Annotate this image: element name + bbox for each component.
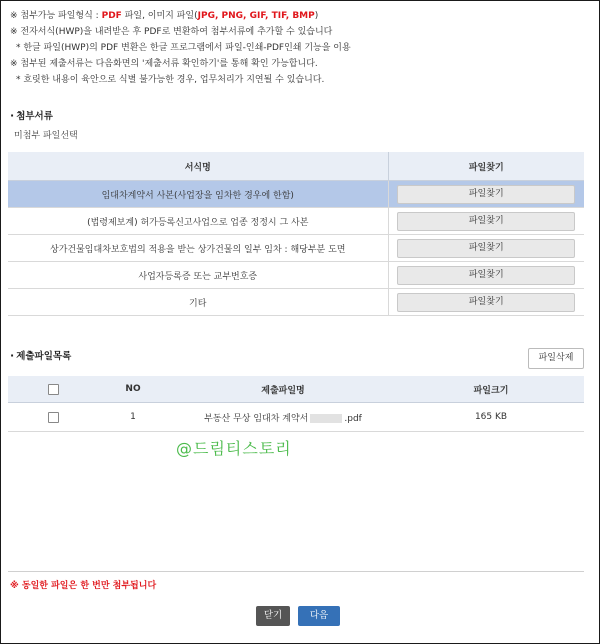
col-file-size: 파일크기 bbox=[398, 376, 584, 403]
divider bbox=[8, 571, 584, 572]
notice-text: ※ 첨부가능 파일형식 : bbox=[10, 11, 99, 21]
find-file-button[interactable]: 파일찾기 bbox=[397, 185, 575, 204]
notice-line-5: * 흐릿한 내용이 육안으로 식별 불가능한 경우, 업무처리가 지연될 수 있습니다. bbox=[16, 75, 325, 85]
col-file-name: 제출파일명 bbox=[168, 376, 398, 403]
submitted-title bbox=[10, 348, 71, 362]
table-row[interactable] bbox=[8, 403, 584, 432]
next-button[interactable]: 다음 bbox=[298, 606, 340, 626]
col-no: NO bbox=[98, 376, 168, 403]
find-cell bbox=[388, 181, 584, 208]
footer-note: ※ 동일한 파일은 한 번만 첨부됩니다 bbox=[10, 581, 157, 591]
select-cell bbox=[8, 403, 98, 432]
upload-notice bbox=[10, 8, 590, 88]
doc-name: 기타 bbox=[8, 289, 388, 316]
find-cell bbox=[388, 235, 584, 262]
table-row[interactable] bbox=[8, 235, 584, 262]
file-name-suffix: .pdf bbox=[344, 413, 362, 424]
row-checkbox[interactable] bbox=[48, 412, 59, 423]
doc-name: 상가건물임대차보호법의 적용을 받는 상가건물의 일부 임차 : 해당부분 도면 bbox=[8, 235, 388, 262]
attachments-title bbox=[10, 108, 53, 122]
watermark: @드림티스토리 bbox=[176, 439, 292, 458]
find-file-button[interactable]: 파일찾기 bbox=[397, 239, 575, 258]
notice-pdf: PDF bbox=[101, 11, 122, 21]
delete-file-button[interactable]: 파일삭제 bbox=[528, 348, 584, 369]
table-row[interactable] bbox=[8, 262, 584, 289]
select-all-checkbox[interactable] bbox=[48, 384, 59, 395]
col-find-file: 파일찾기 bbox=[388, 152, 584, 181]
find-file-button[interactable]: 파일찾기 bbox=[397, 293, 575, 312]
attachments-hint: 미첨부 파일선택 bbox=[14, 131, 78, 141]
select-all-cell bbox=[8, 376, 98, 403]
bullet-icon: · bbox=[10, 109, 15, 122]
notice-line-3: * 한글 파일(HWP)의 PDF 변환은 한글 프로그램에서 파일-인쇄-PDF인쇄 기능을 이용 bbox=[16, 43, 351, 53]
notice-formats: JPG, PNG, GIF, TIF, BMP bbox=[197, 11, 315, 21]
find-cell bbox=[388, 262, 584, 289]
doc-name: (법령제보계) 허가등록신고사업으로 업종 정정시 그 사본 bbox=[8, 208, 388, 235]
doc-name: 사업자등록증 또는 교부번호증 bbox=[8, 262, 388, 289]
submitted-title-text: 제출파일목록 bbox=[16, 351, 72, 362]
find-cell bbox=[388, 289, 584, 316]
attachments-table bbox=[8, 152, 584, 316]
close-button[interactable]: 닫기 bbox=[256, 606, 290, 626]
table-row[interactable] bbox=[8, 208, 584, 235]
table-row[interactable] bbox=[8, 181, 584, 208]
file-size: 165 KB bbox=[398, 403, 584, 432]
notice-line-2: ※ 전자서식(HWP)을 내려받은 후 PDF로 변환하여 첨부서류에 추가할 수 있습니다 bbox=[10, 27, 333, 37]
find-file-button[interactable]: 파일찾기 bbox=[397, 212, 575, 231]
notice-text: ) bbox=[314, 11, 319, 21]
doc-name: 임대차계약서 사본(사업장을 임차한 경우에 한함) bbox=[8, 181, 388, 208]
bullet-icon: · bbox=[10, 349, 15, 362]
notice-text: 파일, 이미지 파일( bbox=[124, 11, 198, 21]
attachments-header-row bbox=[8, 152, 584, 181]
submitted-files-table bbox=[8, 376, 584, 432]
table-row[interactable] bbox=[8, 289, 584, 316]
files-header-row bbox=[8, 376, 584, 403]
notice-line-1 bbox=[10, 8, 590, 24]
attachments-title-text: 첨부서류 bbox=[16, 111, 53, 122]
col-doc-name: 서식명 bbox=[8, 152, 388, 181]
file-no: 1 bbox=[98, 403, 168, 432]
find-file-button[interactable]: 파일찾기 bbox=[397, 266, 575, 285]
file-name-prefix: 부동산 무상 임대차 계약서 bbox=[204, 413, 309, 424]
find-cell bbox=[388, 208, 584, 235]
file-name bbox=[168, 403, 398, 432]
redacted-block bbox=[310, 414, 342, 423]
notice-line-4: ※ 첨부된 제출서류는 다음화면의 '제출서류 확인하기'를 통해 확인 가능합니다. bbox=[10, 59, 318, 69]
